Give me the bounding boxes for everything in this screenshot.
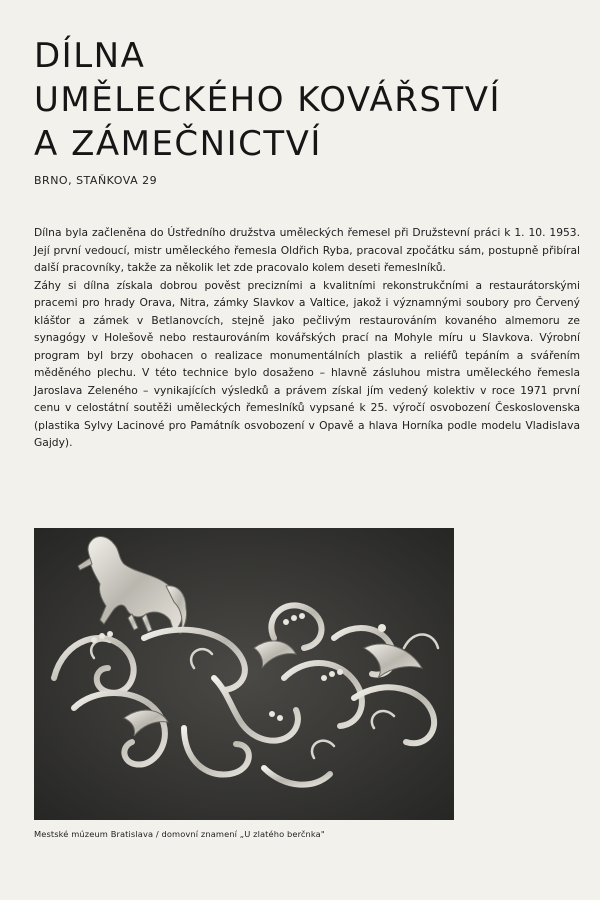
- horse-sign-illustration-icon: [34, 528, 454, 820]
- paragraph-2: Záhy si dílna získala dobrou pověst precizními a kvalitními rekonstrukčními a restaurátorskými pracemi pro hrady Orava, Nitra, zámky Slavkov a Valtice, jakož i významnými soubory pro Červený klášťor a zámek v Betlanovcích, stejně jako pečlivým restaurováním kovaného almemoru ze synagógy v Holešově nebo restaurováním kovářských prací na Mohyle míru u Slavkova. Výrobní program byl brzy obohacen o realizace monumentálních plastik a reliéfů tepáním a svářením měděného plechu. V této technice bylo dosaženo – hlavně zásluhou mistra uměleckého řemesla Jaroslava Zeleného – vynikajících výsledků a právem získal jím vedený kolektiv v roce 1971 první cenu v celostátní soutěži uměleckých řemeslníků vypsané k 25. výročí osvobození Československa (plastika Sylvy Lacinové pro Památník osvobození v Opavě a hlava Horníka podle modelu Vladislava Gajdy).: [34, 278, 580, 449]
- title-line-2: UMĚLECKÉHO KOVÁŘSTVÍ: [34, 80, 501, 120]
- body-text: [34, 224, 580, 452]
- photo-caption: Mestské múzeum Bratislava / domovní znamení „U zlatého berčnka": [34, 829, 325, 839]
- title-line-1: DÍLNA: [34, 36, 146, 76]
- wrought-iron-sign-photo: [34, 528, 454, 820]
- page-title: [34, 34, 574, 166]
- workshop-address: BRNO, STAŇKOVA 29: [34, 174, 158, 187]
- title-line-3: A ZÁMEČNICTVÍ: [34, 124, 322, 164]
- paragraph-1: Dílna byla začleněna do Ústředního družstva uměleckých řemesel při Družstevní práci k 1. 10. 1953. Její první vedoucí, mistr uměleckého řemesla Oldřich Ryba, pracoval zpočátku sám, postupně přibíral další pracovníky, takže za několik let zde pracovalo kolem deseti řemeslníků.: [34, 226, 580, 274]
